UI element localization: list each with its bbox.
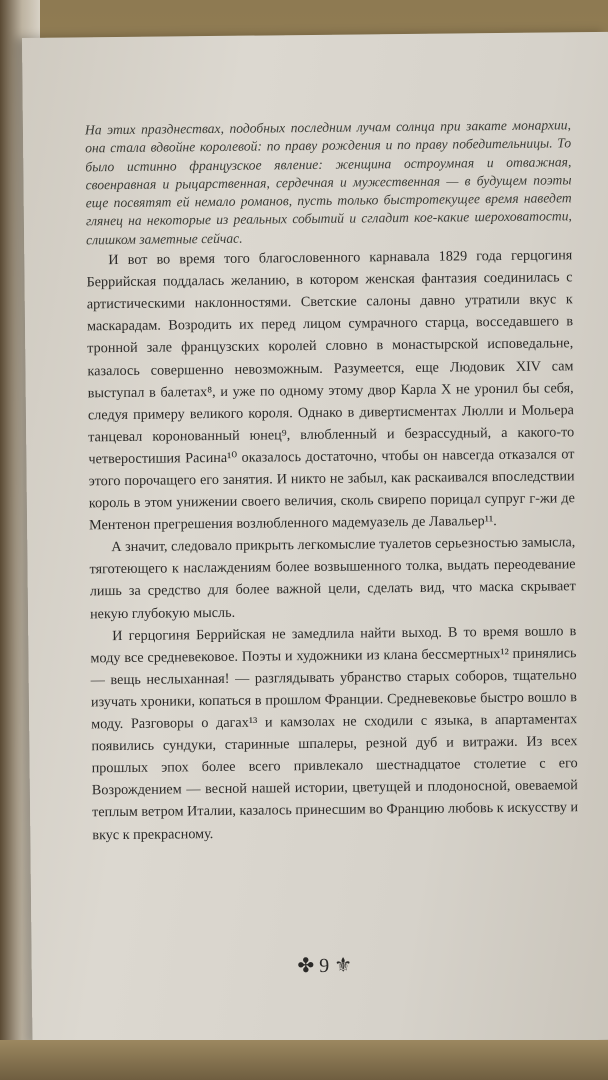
page-text xyxy=(85,116,579,846)
page-number: 9 xyxy=(319,954,330,977)
table-surface xyxy=(0,1040,608,1080)
page-folio xyxy=(32,950,608,981)
paragraph-2: И вот во время того благословенного карнавала 1829 года герцогиня Беррийская поддалась желанию, в котором женская фантазия соединилась с артистическими наклонностями. Светские салоны давно утратили вкус к маскарадам. Возродить их перед лицом сумрачного старца, восседавшего в тронной зале французских королей словно в монастырской исповедальне, казалось совершенно невозможным. Разумеется, еще Людовик XIV сам выступал в балетах⁸, и уже по одному этому двор Карла X не уронил бы себя, следуя примеру великого короля. Однако в дивертисментах Люлли и Мольера танцевал коронованный юнец⁹, влюбленный и безрассудный, а какого-то четверостишия Расина¹⁰ оказалось достаточно, чтобы он навсегда отказался от этого порочащего его занятия. И никто не забыл, как раскаивался впоследствии король в этом унижении своего величия, сколь свирепо порицал супруг г-жи де Ментенон прегрешения возлюбленного мадемуазель де Лавальер¹¹. xyxy=(86,247,575,534)
paragraph-1: На этих празднествах, подобных последним лучам солнца при закате монархии, она стала вдвойне королевой: по праву рождения и по праву победительницы. То было истинно французское явление: женщина остроумная и отважная, своенравная и рыцарственная, сердечная и мужественная — в будущем поэты еще посвятят ей немало романов, пусть только быстротекущее время наведет глянец на некоторые из реальных событий и сгладит кое-какие шероховатости, слишком заметные сейчас. xyxy=(84,117,572,248)
fleur-right-icon: ⚜ xyxy=(334,954,353,977)
book-page xyxy=(22,32,608,1046)
paragraph-3: А значит, следовало прикрыть легкомыслие туалетов серьезностью замысла, тяготеющего к наслаждениям более возвышенного толка, выдать переодевание лишь за средство для более важной цели, сделать вид, что маска скрывает некую глубокую мысль. xyxy=(89,534,576,622)
fleur-left-icon: ✤ xyxy=(297,954,315,978)
paragraph-4: И герцогиня Беррийская не замедлила найти выход. В то время вошло в моду все средневековое. Поэты и художники из клана бессмертных¹² принялись — вещь неслыханная! — разглядывать убранство старых соборов, тщательно изучать хроники, копаться в прошлом Франции. Средневековье быстро вошло в моду. Разговоры о дагах¹³ и камзолах не сходили с языка, в апартаментах появились сундуки, старинные шпалеры, резной дуб и витражи. Из всех прошлых эпох более всего привлекало шестнадцатое столетие с его Возрождением — весной нашей истории, цветущей и плодоносной, овеваемой теплым ветром Италии, казалось принесшим во Францию любовь к искусству и вкус к прекрасному. xyxy=(90,622,579,843)
